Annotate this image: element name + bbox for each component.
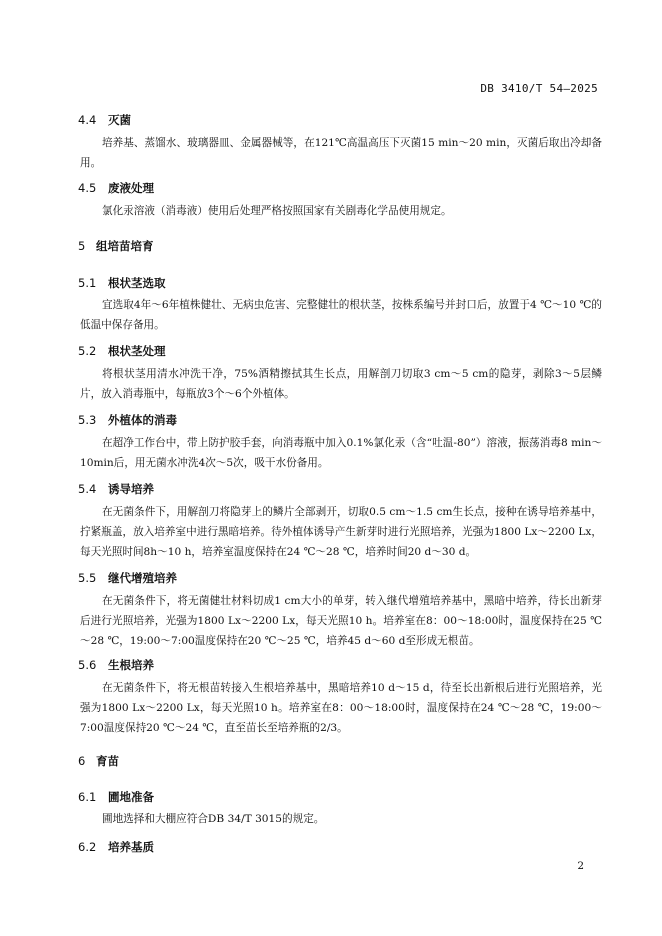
page-number: 2: [577, 860, 584, 872]
section-paragraph-4-5: 氯化汞溶液（消毒液）使用后处理严格按照国家有关剧毒化学品使用规定。: [102, 205, 452, 217]
section-title: 诱导培养: [108, 482, 154, 496]
section-heading-5-1: [78, 275, 166, 291]
section-title: 生根培养: [108, 658, 154, 672]
section-heading-5-5: [78, 570, 177, 586]
section-paragraph-4-4: 培养基、蒸馏水、玻璃器皿、金属器械等，在121℃高温高压下灭菌15 min～20 min，灭菌后取出冷却备用。: [80, 137, 602, 169]
section-number: 5.1: [78, 276, 97, 290]
section-paragraph-5-3: 在超净工作台中，带上防护胶手套，向消毒瓶中加入0.1%氯化汞（含“吐温-80”）溶液，振荡消毒8 min～10min后，用无菌水冲洗4次～5次，吸干水份备用。: [80, 437, 602, 469]
section-paragraph-6-1: 圃地选择和大棚应符合DB 34/T 3015的规定。: [102, 813, 325, 825]
section-number: 6.1: [78, 790, 97, 804]
section-number: 5.3: [78, 413, 97, 427]
section-heading-5-3: [78, 412, 177, 428]
section-number: 4.4: [78, 113, 97, 127]
chapter-heading-6: [78, 753, 119, 769]
chapter-title: 组培苗培育: [96, 239, 154, 253]
section-heading-6-2: [78, 839, 154, 855]
section-paragraph-5-5: 在无菌条件下，将无菌健壮材料切成1 cm大小的单芽，转入继代增殖培养基中，黑暗中培养，待长出新芽后进行光照培养，光强为1800 Lx～2200 Lx，每天光照10 h。培养室在8：00～18:00时，温度保持在25 ℃～28 ℃，19:00～7:00温度保持在20 ℃～25 ℃，培养45 d～60 d至形成无根苗。: [80, 595, 602, 647]
section-number: 5.5: [78, 571, 97, 585]
section-title: 灭菌: [108, 113, 131, 127]
section-heading-5-6: [78, 657, 154, 673]
document-code: DB 3410/T 54—2025: [480, 82, 598, 95]
section-paragraph-5-6: 在无菌条件下，将无根苗转接入生根培养基中，黑暗培养10 d～15 d，待至长出新根后进行光照培养，光强为1800 Lx～2200 Lx，每天光照10 h。培养室在8：00～18:00时，温度保持在24 ℃～28 ℃，19:00～7:00温度保持20 ℃～24 ℃，直至苗长至培养瓶的2/3。: [80, 682, 602, 734]
section-heading-5-4: [78, 481, 154, 497]
section-title: 根状茎选取: [108, 276, 166, 290]
section-paragraph-5-1: 宜选取4年～6年植株健壮、无病虫危害、完整健壮的根状茎，按株系编号并封口后，放置于4 ℃～10 ℃的低温中保存备用。: [80, 299, 602, 331]
section-title: 根状茎处理: [108, 344, 166, 358]
section-title: 圃地准备: [108, 790, 154, 804]
section-heading-6-1: [78, 789, 154, 805]
section-paragraph-5-2: 将根状茎用清水冲洗干净，75%酒精擦拭其生长点，用解剖刀切取3 cm～5 cm的隐芽，剥除3～5层鳞片，放入消毒瓶中，每瓶放3个～6个外植体。: [80, 368, 602, 400]
section-number: 6.2: [78, 840, 97, 854]
section-number: 4.5: [78, 181, 97, 195]
section-paragraph-5-4: 在无菌条件下，用解剖刀将隐芽上的鳞片全部剥开，切取0.5 cm～1.5 cm生长点，接种在诱导培养基中，拧紧瓶盖，放入培养室中进行黑暗培养。待外植体诱导产生新芽时进行光照培养，光强为1800 Lx～2200 Lx，每天光照时间8h～10 h，培养室温度保持在24 ℃～28 ℃，培养时间20 d～30 d。: [80, 506, 602, 558]
section-number: 5.4: [78, 482, 97, 496]
section-heading-4-4: [78, 112, 131, 128]
section-title: 废液处理: [108, 181, 154, 195]
section-heading-4-5: [78, 180, 154, 196]
chapter-number: 5: [78, 239, 86, 253]
chapter-title: 育苗: [96, 754, 119, 768]
chapter-number: 6: [78, 754, 86, 768]
section-number: 5.6: [78, 658, 97, 672]
section-title: 培养基质: [108, 840, 154, 854]
section-heading-5-2: [78, 343, 166, 359]
section-title: 外植体的消毒: [108, 413, 177, 427]
chapter-heading-5: [78, 238, 154, 254]
section-number: 5.2: [78, 344, 97, 358]
section-title: 继代增殖培养: [108, 571, 177, 585]
